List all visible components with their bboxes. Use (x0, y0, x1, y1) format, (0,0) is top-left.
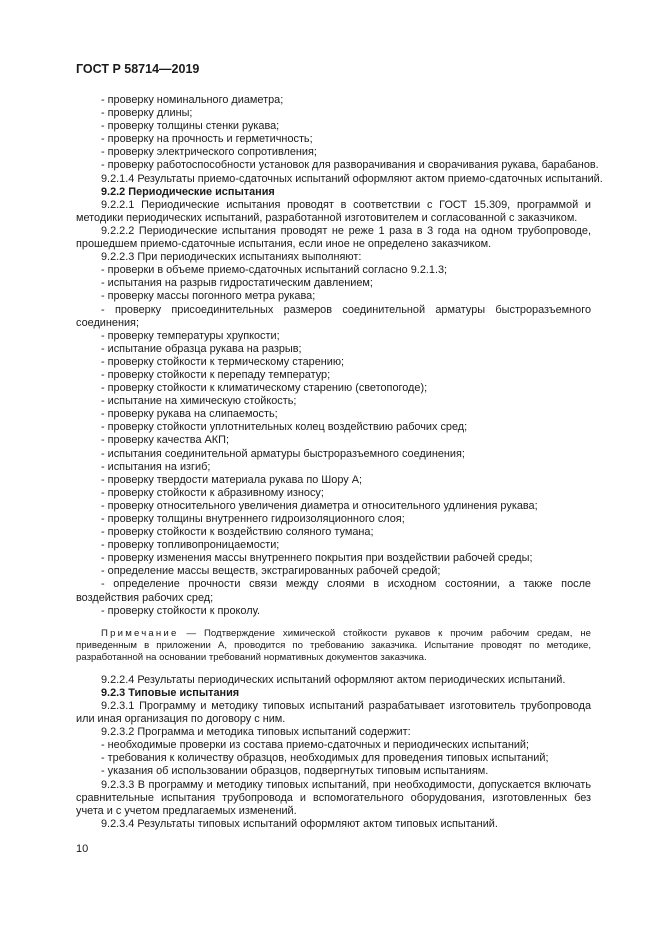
note (76, 628, 591, 664)
paragraph-9-2-2-1: 9.2.2.1 Периодические испытания проводят в соответствии с ГОСТ 15.309, программой и методики периодических испытаний, разработанной изготовителем и согласованной с заказчиком. (76, 198, 591, 224)
section-heading-9-2-3: 9.2.3 Типовые испытания (101, 686, 240, 699)
paragraph-9-2-3-1: 9.2.3.1 Программу и методику типовых испытаний разрабатывает изготовитель трубопровода или иная организация по договору с ним. (76, 699, 591, 726)
document-header: ГОСТ Р 58714—2019 (76, 62, 200, 76)
periodic-checks-list (76, 264, 591, 618)
list-item: - проверку изменения массы внутреннего покрытия при воздействии рабочей среды; (101, 552, 533, 565)
list-item: - проверку стойкости к абразивному износу; (101, 486, 324, 499)
note-text: — Подтверждение химической стойкости рукавов к прочим рабочим средам, не приведенным в приложении А, проводится по требованию заказчика. Испытание проводят по методике, разработанной на основании требований нормативных документов заказчика. (76, 627, 591, 663)
type-test-contents-list (76, 739, 591, 778)
list-item: - проверку стойкости уплотнительных колец воздействию рабочих сред; (101, 421, 468, 434)
list-item: - проверку твердости материала рукава по Шору А; (101, 473, 363, 486)
list-item: - определение массы веществ, экстрагированных рабочей средой; (101, 565, 441, 578)
list-item: - требования к количеству образцов, необходимых для проведения типовых испытаний; (101, 752, 549, 765)
list-item: - проверку толщины внутреннего гидроизоляционного слоя; (101, 513, 405, 525)
paragraph-9-2-3-3: 9.2.3.3 В программу и методику типовых испытаний, при необходимости, допускается включать сравнительные испытания трубопровода и вспомогательного оборудования, изготовленных без учета и с учетом предлагаемых изменений. (76, 778, 591, 817)
list-item: - проверку стойкости к проколу. (101, 604, 260, 617)
page-body (76, 94, 603, 831)
list-item: - проверку стойкости к термическому старению; (101, 355, 345, 368)
list-item: - проверку электрического сопротивления; (101, 146, 317, 159)
list-item: - указания об использовании образцов, подвергнутых типовым испытаниям. (101, 765, 489, 778)
list-item: - испытание на химическую стойкость; (101, 395, 297, 408)
list-item: - проверку топливопроницаемости; (101, 539, 280, 552)
list-item: - проверку номинального диаметра; (101, 94, 284, 106)
list-item: - испытания соединительной арматуры быстроразъемного соединения; (101, 447, 465, 460)
list-item: - проверку работоспособности установок для разворачивания и сворачивания рукава, барабанов. (101, 159, 599, 172)
list-item: - проверки в объеме приемо-сдаточных испытаний согласно 9.2.1.3; (101, 264, 448, 277)
list-item: - испытания на разрыв гидростатическим давлением; (101, 277, 373, 290)
paragraph-9-2-2-3: 9.2.2.3 При периодических испытаниях выполняют: (101, 251, 362, 264)
paragraph-9-2-3-4: 9.2.3.4 Результаты типовых испытаний оформляют актом типовых испытаний. (101, 817, 498, 830)
list-item: - проверку на прочность и герметичность; (101, 133, 313, 146)
list-item: - испытания на изгиб; (101, 460, 211, 473)
note-label: Примечание (101, 627, 179, 639)
list-item: - проверку присоединительных размеров соединительной арматуры быстроразъемного соединения; (76, 303, 591, 329)
list-item: - проверку относительного увеличения диаметра и относительного удлинения рукава; (101, 499, 538, 512)
page-number: 10 (76, 843, 89, 855)
list-item: - определение прочности связи между слоями в исходном состоянии, а также после воздействия рабочих сред; (76, 578, 591, 604)
list-item: - проверку стойкости к перепаду температур; (101, 368, 331, 381)
list-item: - необходимые проверки из состава приемо-сдаточных и периодических испытаний; (101, 739, 530, 752)
list-item: - проверку толщины стенки рукава; (101, 120, 280, 133)
list-item: - проверку длины; (101, 107, 193, 120)
list-item: - испытание образца рукава на разрыв; (101, 342, 302, 355)
list-item: - проверку стойкости к воздействию соляного тумана; (101, 526, 374, 539)
list-item: - проверку стойкости к климатическому старению (светопогоде); (101, 382, 428, 395)
paragraph-9-2-2-4: 9.2.2.4 Результаты периодических испытаний оформляют актом периодических испытаний. (101, 673, 566, 686)
paragraph-9-2-3-2: 9.2.3.2 Программа и методика типовых испытаний содержит: (101, 726, 411, 739)
list-item: - проверку рукава на слипаемость; (101, 408, 278, 421)
list-item: - проверку температуры хрупкости; (101, 329, 280, 342)
section-heading-9-2-2: 9.2.2 Периодические испытания (101, 185, 275, 198)
paragraph-9-2-1-4: 9.2.1.4 Результаты приемо-сдаточных испытаний оформляют актом приемо-сдаточных испытаний. (101, 172, 603, 185)
acceptance-checks-list (76, 94, 599, 173)
list-item: - проверку массы погонного метра рукава; (101, 290, 316, 303)
list-item: - проверку качества АКП; (101, 434, 229, 447)
paragraph-9-2-2-2: 9.2.2.2 Периодические испытания проводят не реже 1 раза в 3 года на одном трубопроводе, прошедшем приемо-сдаточные испытания, если иное не определено заказчиком. (76, 224, 591, 251)
